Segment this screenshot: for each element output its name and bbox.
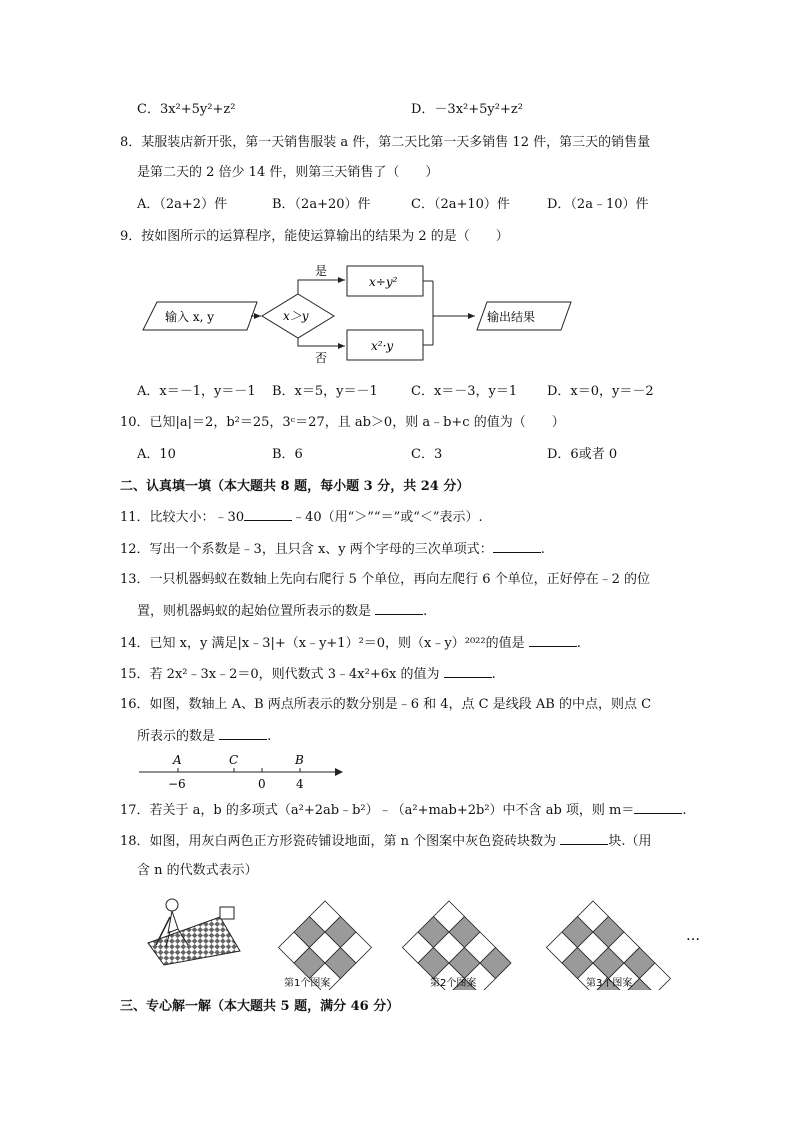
q18-post: 块.（用 [608,834,652,849]
q8-stem-line1: 8．某服装店新开张，第一天销售服装 a 件，第二天比第一天多销售 12 件，第三天的销售量 [120,135,651,150]
q14-pre: 14．已知 x，y 满足|x﹣3|+（x﹣y+1）²＝0，则（x﹣y）²⁰²²的值是 [120,636,529,651]
no-label: 否 [315,351,328,365]
q12-line [120,540,545,559]
q11-blank [244,508,292,521]
q11-pre: 11．比较大小：﹣30 [120,510,245,525]
q16-line1: 16．如图，数轴上 A、B 两点所表示的数分别是﹣6 和 4，点 C 是线段 AB 的中点，则点 C [120,697,652,712]
pattern-2-caption: 第2个图案 [430,978,477,989]
tick-neg6: −6 [168,777,186,791]
q8-option-d: D．（2a﹣10）件 [547,197,649,212]
q10-option-a: A．10 [137,447,176,462]
q16-pre: 所表示的数是 [137,729,220,744]
q8-stem-line2: 是第二天的 2 倍少 14 件，则第三天销售了（ ） [137,165,439,180]
q9-flowchart [135,258,575,370]
q18-line2: 含 n 的代数式表示） [137,863,258,878]
q8-option-b: B．（2a+20）件 [272,197,371,212]
q8-option-c: C．（2a+10）件 [411,197,510,212]
q13-blank [375,602,423,615]
section-2-heading: 二、认真填一填（本大题共 8 题，每小题 3 分，共 24 分） [120,479,470,494]
q7-option-d: D．－3x²+5y²+z² [411,102,523,117]
tick-0: 0 [258,777,266,791]
pattern-1-caption: 第1个图案 [284,978,331,989]
q13-post: . [423,604,428,619]
q11-post: ﹣40（用“＞”“＝”或“＜”表示）. [292,510,483,525]
q15-post: . [491,667,496,682]
q12-post: . [540,542,545,557]
q10-option-b: B．6 [272,447,303,462]
q13-line2 [137,602,427,621]
q17-post: . [682,803,687,818]
input-label: 输入 x, y [165,310,214,324]
q7-option-c: C．3x²+5y²+z² [137,102,236,117]
q14-blank [529,634,577,647]
pattern-3-caption: 第3个图案 [586,978,633,989]
q9-option-c: C．x＝－3，y＝1 [411,384,518,399]
tick-4: 4 [296,777,304,791]
no-box-label: x²·y [371,339,394,353]
output-label: 输出结果 [487,310,536,324]
q9-option-d: D．x＝0，y＝－2 [547,384,654,399]
q16-line2 [137,727,271,746]
q17-blank [634,801,682,814]
q15-line [120,665,496,684]
q12-pre: 12．写出一个系数是﹣3，且只含 x、y 两个字母的三次单项式： [120,542,493,557]
q16-post: . [267,729,272,744]
q18-blank [560,832,608,845]
point-c-label: C [229,753,239,767]
pattern-1 [279,901,372,990]
pattern-3 [547,901,671,990]
continuation-dots: … [686,928,700,944]
tile-worker-illustration [138,893,243,969]
q10-option-c: C．3 [411,447,443,462]
q10-option-d: D．6或者 0 [547,447,618,462]
q14-line [120,634,581,653]
q9-option-a: A．x＝－1，y＝－1 [137,384,256,399]
q9-option-b: B．x＝5，y＝－1 [272,384,378,399]
point-a-label: A [173,753,182,767]
condition-label: x＞y [283,309,309,323]
q10-stem: 10．已知|a|＝2，b²＝25，3ᶜ＝27，且 ab＞0，则 a﹣b+c 的值为（ ） [120,415,565,430]
q16-number-line [135,750,345,792]
q13-pre: 置，则机器蚂蚁的起始位置所表示的数是 [137,604,376,619]
q11-line [120,508,483,527]
q18-patterns [270,890,730,990]
q18-line1 [120,832,651,851]
q12-blank [493,540,541,553]
q15-pre: 15．若 2x²﹣3x﹣2＝0，则代数式 3﹣4x²+6x 的值为 [120,667,444,682]
q16-blank [219,727,267,740]
q18-pre: 18．如图，用灰白两色正方形瓷砖铺设地面，第 n 个图案中灰色瓷砖块数为 [120,834,561,849]
yes-label: 是 [315,264,328,278]
q8-option-a: A．（2a+2）件 [137,197,228,212]
yes-box-label: x÷y² [369,275,398,289]
pattern-2 [403,901,512,990]
q14-post: . [576,636,581,651]
section-3-heading: 三、专心解一解（本大题共 5 题，满分 46 分） [120,999,400,1014]
q17-pre: 17．若关于 a，b 的多项式（a²+2ab﹣b²）﹣（a²+mab+2b²）中不含 ab 项，则 m＝ [120,803,635,818]
q9-stem: 9．按如图所示的运算程序，能使运算输出的结果为 2 的是（ ） [120,229,509,244]
q15-blank [444,665,492,678]
q13-line1: 13．一只机器蚂蚁在数轴上先向右爬行 5 个单位，再向左爬行 6 个单位，正好停在﹣2 的位 [120,572,651,587]
point-b-label: B [295,753,304,767]
q17-line [120,801,687,820]
